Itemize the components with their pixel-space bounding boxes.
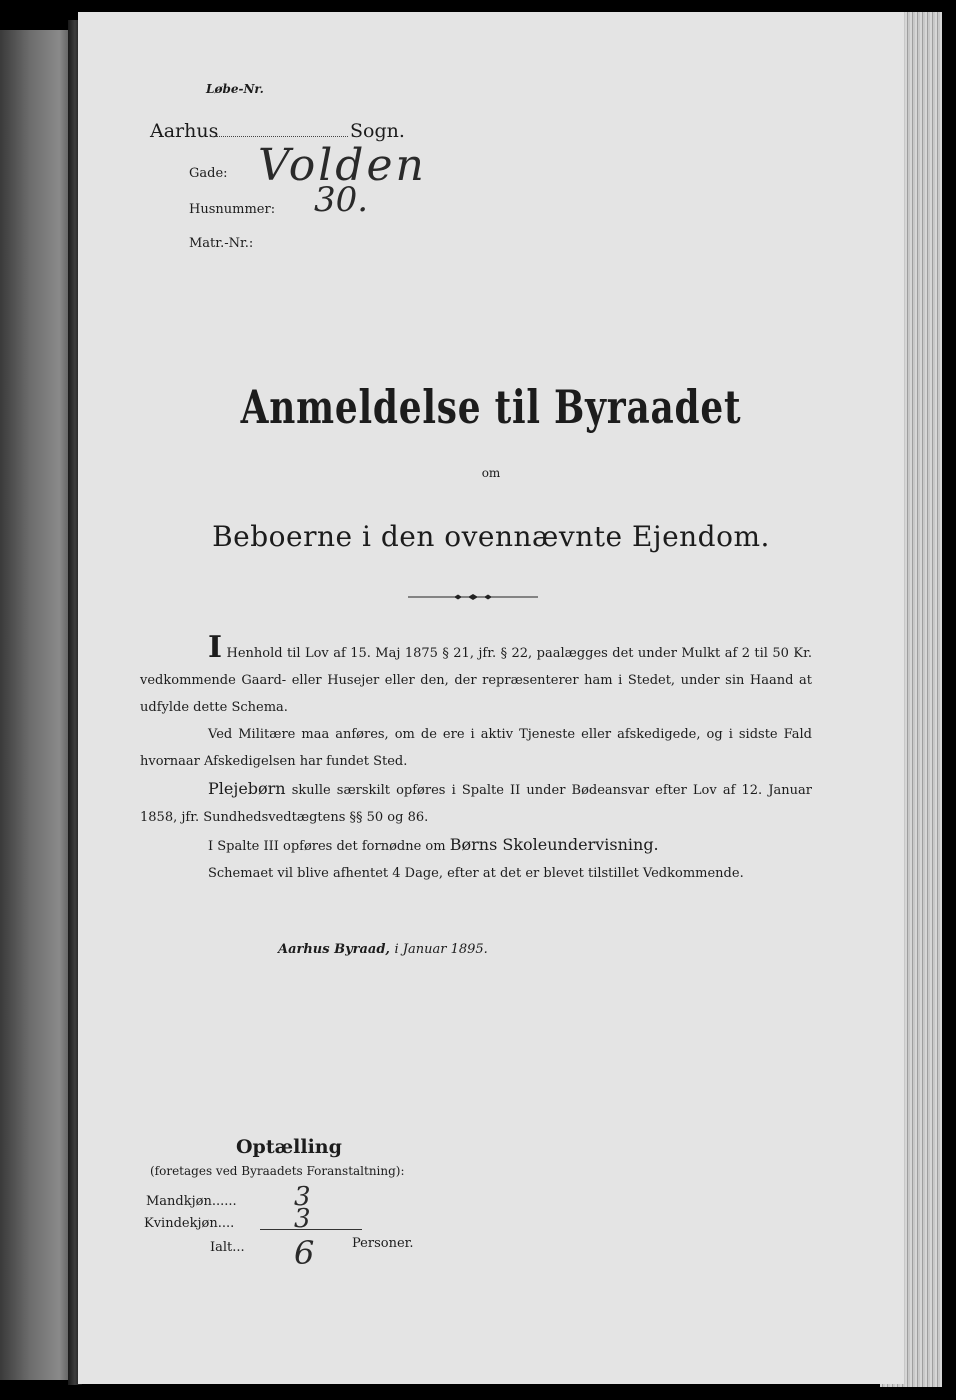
male-count-value: 3 (294, 1182, 311, 1212)
matr-nr-label: Matr.-Nr.: (189, 236, 254, 251)
sum-line (260, 1229, 362, 1230)
sogn-dotted-line (216, 136, 348, 137)
paragraph-foster-children (140, 775, 812, 831)
count-title: Optælling (236, 1136, 342, 1158)
gade-label: Gade: (189, 166, 228, 181)
paragraph-law-text: Henhold til Lov af 15. Maj 1875 § 21, jfr. § 22, paalægges det under Mulkt af 2 til 50 Kr. vedkommende Gaard- eller Husejer eller den, der repræsenterer ham i Stedet, under sin Haand at udfylde dette Schema. (140, 646, 812, 715)
total-count-label: Ialt... (210, 1240, 245, 1255)
persons-label: Personer. (352, 1236, 414, 1251)
document-title: Anmeldelse til Byraadet (240, 380, 742, 434)
schooling-text: I Spalte III opføres det fornødne om (208, 839, 446, 854)
sogn-label: Sogn. (350, 120, 405, 142)
husnummer-label: Husnummer: (189, 202, 276, 217)
paragraph-schooling (140, 831, 812, 860)
loebe-nr-label: Løbe-Nr. (206, 82, 264, 96)
foster-children-text: skulle særskilt opføres i Spalte II under Bødeansvar efter Lov af 12. Januar 1858, jfr. Sundhedsvedtægtens §§ 50 og 86. (140, 783, 812, 825)
ornament-divider (408, 594, 538, 600)
signature-name: Aarhus Byraad, (278, 942, 390, 957)
document-subtitle: Beboerne i den ovennævnte Ejendom. (212, 520, 770, 553)
instructions-text (140, 630, 812, 887)
female-count-label: Kvindekjøn.... (144, 1216, 235, 1231)
paragraph-military: Ved Militære maa anføres, om de ere i aktiv Tjeneste eller afskedigede, og i sidste Fald hvornaar Afskedigelsen har fundet Sted. (140, 727, 812, 769)
total-count-value: 6 (294, 1234, 315, 1272)
paragraph-collection: Schemaet vil blive afhentet 4 Dage, efter at det er blevet tilstillet Vedkommende. (208, 866, 744, 881)
foster-children-lead: Plejebørn (208, 779, 286, 798)
title-connector: om (481, 466, 501, 480)
signature-date: i Januar 1895. (394, 942, 488, 957)
female-count-value: 3 (294, 1204, 311, 1234)
schooling-emphasis: Børns Skoleundervisning. (449, 835, 659, 854)
document-page (78, 12, 904, 1384)
signature-line (278, 942, 488, 957)
drop-cap: I (208, 630, 223, 665)
aarhus-label: Aarhus (150, 120, 219, 142)
male-count-label: Mandkjøn...... (146, 1194, 237, 1209)
gade-handwritten-value: Volden (258, 140, 427, 191)
left-page-edge (0, 30, 74, 1380)
count-subtitle: (foretages ved Byraadets Foranstaltning): (150, 1164, 405, 1178)
husnummer-handwritten-value: 30. (314, 180, 369, 220)
paragraph-law (140, 630, 812, 721)
